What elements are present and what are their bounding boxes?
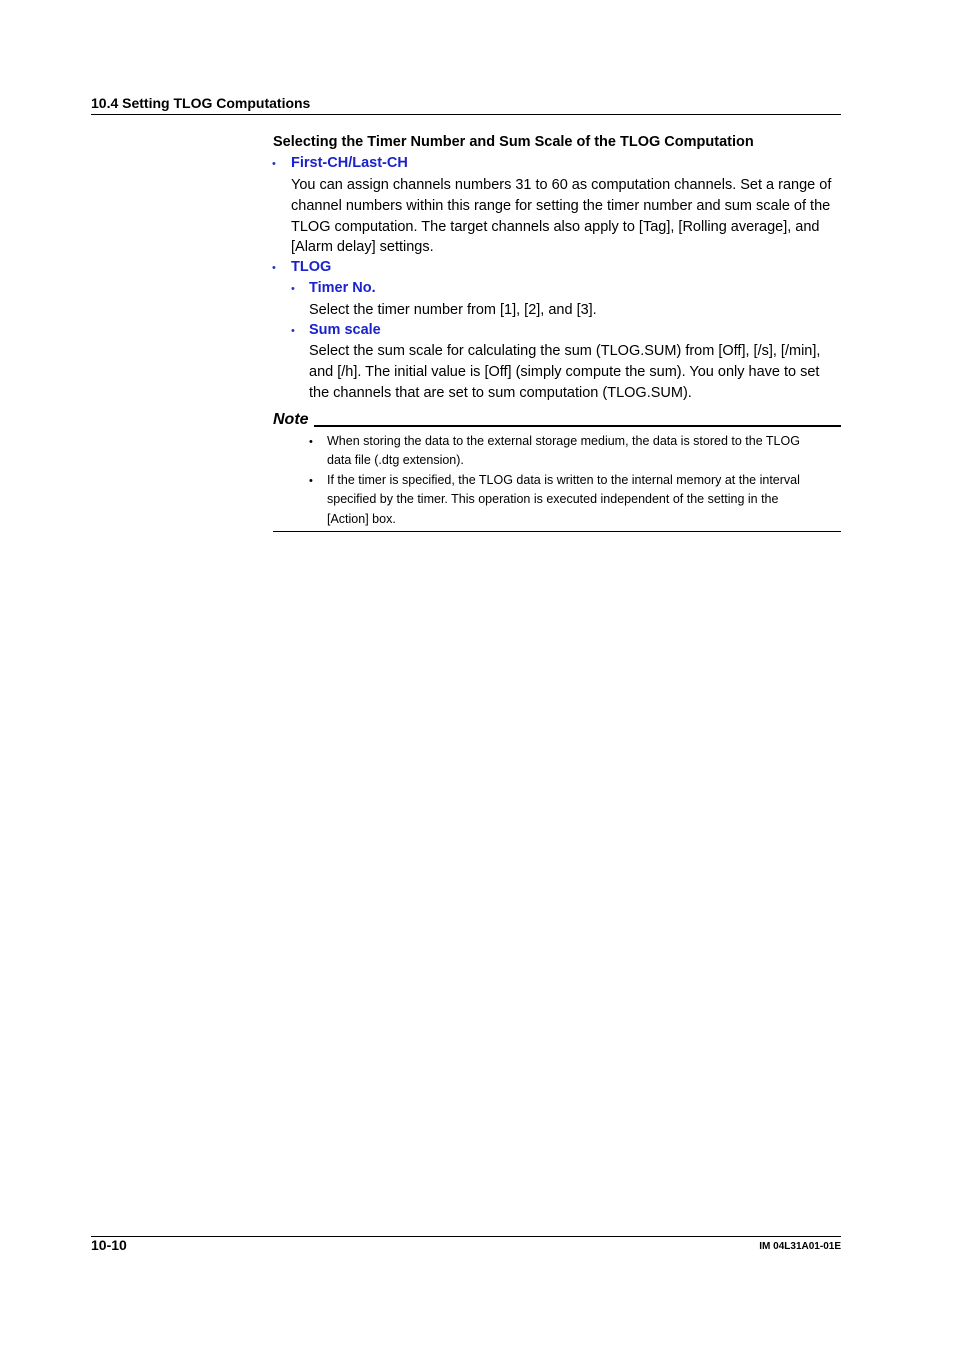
footer-rule <box>91 1236 841 1237</box>
note-rule <box>314 425 841 427</box>
timer-no-label: Timer No. <box>309 280 376 296</box>
first-ch-line: You can assign channels numbers 31 to 60 as computation channels. Set a range of <box>291 177 832 193</box>
note-label: Note <box>273 411 309 428</box>
sum-scale-label: Sum scale <box>309 322 381 338</box>
note-line: If the timer is specified, the TLOG data is written to the internal memory at the interval <box>327 473 800 487</box>
page-number: 10-10 <box>91 1237 127 1253</box>
sum-scale-line: and [/h]. The initial value is [Off] (simply compute the sum). You only have to set <box>309 363 820 380</box>
first-ch-line: TLOG computation. The target channels also apply to [Tag], [Rolling average], and <box>291 218 820 235</box>
note-item <box>327 471 847 529</box>
first-ch-description <box>291 175 851 258</box>
first-ch-line: [Alarm delay] settings. <box>291 239 434 256</box>
bullet-tlog: • <box>272 262 276 274</box>
note-line: specified by the timer. This operation is executed independent of the setting in the <box>327 492 779 507</box>
header-rule <box>91 114 841 115</box>
sum-scale-description <box>309 341 849 403</box>
bullet-sum-scale: • <box>291 325 295 337</box>
first-ch-line: channel numbers within this range for setting the timer number and sum scale of the <box>291 197 831 214</box>
tlog-label: TLOG <box>291 259 332 275</box>
note-bullet: • <box>309 436 313 448</box>
sum-scale-line: Select the sum scale for calculating the sum (TLOG.SUM) from [Off], [/s], [/min], <box>309 343 821 359</box>
document-id: IM 04L31A01-01E <box>759 1241 841 1252</box>
bullet-timer-no: • <box>291 283 295 295</box>
first-ch-label: First-CH/Last-CH <box>291 155 408 171</box>
note-line: When storing the data to the external storage medium, the data is stored to the TLOG <box>327 434 800 448</box>
note-bullet: • <box>309 475 313 487</box>
note-end-rule <box>273 531 841 532</box>
bullet-first-ch: • <box>272 158 276 170</box>
section-header-title: 10.4 Setting TLOG Computations <box>91 95 311 111</box>
section-heading: Selecting the Timer Number and Sum Scale of the TLOG Computation <box>273 134 754 150</box>
note-line: data file (.dtg extension). <box>327 453 464 468</box>
note-line: [Action] box. <box>327 511 396 526</box>
sum-scale-line: the channels that are set to sum computation (TLOG.SUM). <box>309 384 692 401</box>
timer-no-description: Select the timer number from [1], [2], and [3]. <box>309 302 597 318</box>
note-item <box>327 432 847 471</box>
